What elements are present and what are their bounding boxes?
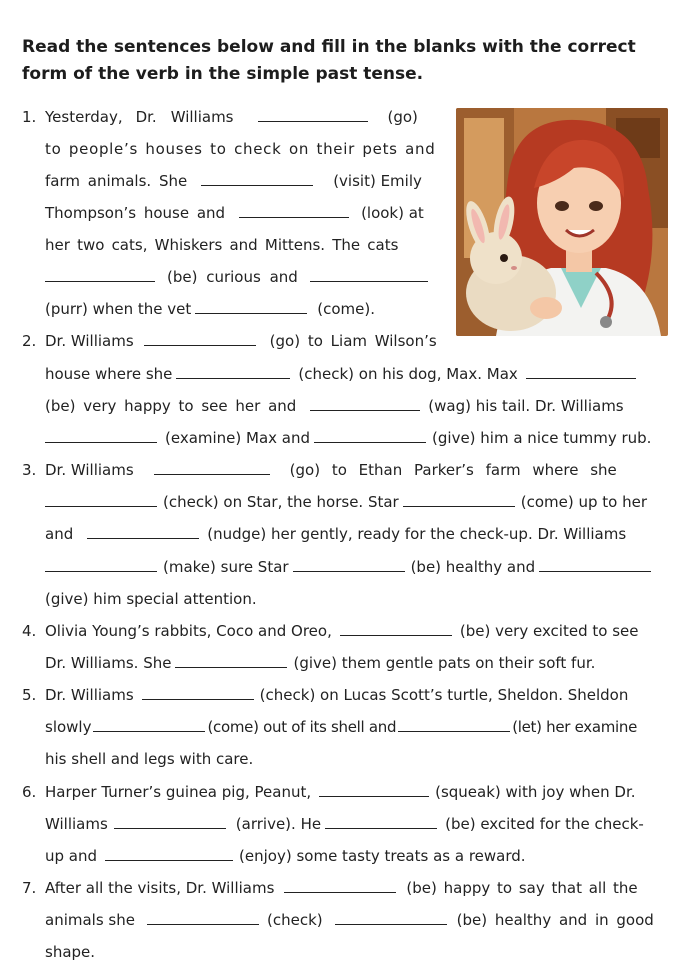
text: Olivia Young’s rabbits, Coco and Oreo,	[45, 622, 332, 640]
q1-line-7	[22, 293, 375, 325]
answer-blank[interactable]	[45, 557, 157, 572]
answer-blank[interactable]	[340, 621, 452, 636]
text: (enjoy) some tasty treats as a reward.	[239, 847, 526, 865]
text: (come).	[317, 300, 375, 318]
text: (be) healthy and in good	[456, 911, 654, 929]
text: (be) healthy and	[410, 558, 536, 576]
q1-line-3	[22, 165, 422, 197]
text: Williams	[170, 108, 234, 126]
item-number: 7.	[22, 879, 37, 897]
item-number: 2.	[22, 332, 37, 350]
text: farm animals. She	[45, 172, 188, 190]
answer-blank[interactable]	[87, 524, 199, 539]
text: Yesterday,	[45, 108, 123, 126]
answer-blank[interactable]	[175, 653, 287, 668]
q7-line-2	[22, 904, 654, 936]
answer-blank[interactable]	[310, 267, 428, 282]
q2-line-3	[22, 390, 624, 422]
q4-line-2	[22, 647, 595, 679]
q1-line-6	[22, 261, 432, 293]
text: (make) sure Star	[163, 558, 289, 576]
instructions-title: Read the sentences below and fill in the blanks with the correct form of the verb in the simple past tense.	[22, 37, 636, 84]
answer-blank[interactable]	[325, 814, 437, 829]
q3-line-4	[22, 551, 655, 583]
text: (look) at	[361, 204, 424, 222]
answer-blank[interactable]	[258, 107, 368, 122]
answer-blank[interactable]	[284, 878, 396, 893]
text: (be) happy to say that all the	[406, 879, 638, 897]
answer-blank[interactable]	[195, 299, 307, 314]
text: (be) excited for the check-	[445, 815, 644, 833]
veterinarian-illustration	[456, 108, 668, 336]
answer-blank[interactable]	[154, 460, 270, 475]
q1-line-4	[22, 197, 424, 229]
item-number: 5.	[22, 686, 37, 704]
answer-blank[interactable]	[539, 557, 651, 572]
q4-line-1	[22, 615, 638, 647]
text: (be) curious and	[167, 268, 298, 286]
text: (examine) Max and	[165, 429, 311, 447]
answer-blank[interactable]	[105, 846, 233, 861]
text: (check) on Lucas Scott’s turtle, Sheldon. Sheldon	[259, 686, 629, 704]
text: Dr. Williams. She	[45, 654, 172, 672]
text: Thompson’s house and	[45, 204, 226, 222]
answer-blank[interactable]	[526, 364, 636, 379]
answer-blank[interactable]	[45, 267, 155, 282]
text: Dr.	[135, 108, 157, 126]
text: (nudge) her gently, ready for the check-up. Dr. Williams	[207, 525, 627, 543]
text: (go)	[387, 108, 418, 126]
q2-line-2	[22, 358, 640, 390]
q3-line-5: (give) him special attention.	[45, 590, 257, 608]
answer-blank[interactable]	[45, 428, 157, 443]
text: and	[45, 525, 74, 543]
text: (be) very happy to see her and	[45, 397, 297, 415]
q3-line-1	[22, 454, 617, 486]
answer-blank[interactable]	[147, 910, 259, 925]
text: (squeak) with joy when Dr.	[435, 783, 636, 801]
text: (check) on Star, the horse. Star	[163, 493, 399, 511]
q3-line-2	[22, 486, 647, 518]
text: (check) on his dog, Max. Max	[298, 365, 518, 383]
text: up and	[45, 847, 98, 865]
text: Harper Turner’s guinea pig, Peanut,	[45, 783, 312, 801]
q6-line-1	[22, 776, 636, 808]
answer-blank[interactable]	[93, 717, 205, 732]
answer-blank[interactable]	[314, 428, 426, 443]
text: slowly	[45, 718, 92, 736]
text: Dr. Williams	[45, 332, 134, 350]
text: (come) out of its shell and	[207, 718, 397, 736]
q7-line-1	[22, 872, 638, 904]
answer-blank[interactable]	[176, 364, 290, 379]
text: Dr. Williams	[45, 461, 134, 479]
answer-blank[interactable]	[239, 203, 349, 218]
text: (go) to Ethan Parker’s farm where she	[289, 461, 617, 479]
text: (let) her examine	[512, 718, 638, 736]
q5-line-1	[22, 679, 628, 711]
answer-blank[interactable]	[45, 492, 157, 507]
q1-line-1	[22, 101, 454, 133]
item-number: 4.	[22, 622, 37, 640]
q1-line-5: her two cats, Whiskers and Mittens. The cats	[45, 236, 399, 254]
item-number: 3.	[22, 461, 37, 479]
text: house where she	[45, 365, 173, 383]
text: (wag) his tail. Dr. Williams	[428, 397, 624, 415]
q1-line-2: to people’s houses to check on their pets and	[45, 140, 436, 158]
text: (go) to Liam Wilson’s	[269, 332, 437, 350]
item-number: 6.	[22, 783, 37, 801]
text: (visit) Emily	[333, 172, 422, 190]
q2-line-1	[22, 325, 437, 357]
answer-blank[interactable]	[403, 492, 515, 507]
q7-line-3: shape.	[45, 943, 96, 961]
text: (give) them gentle pats on their soft fur.	[293, 654, 596, 672]
text: After all the visits, Dr. Williams	[45, 879, 275, 897]
text: (give) him a nice tummy rub.	[432, 429, 652, 447]
answer-blank[interactable]	[335, 910, 447, 925]
answer-blank[interactable]	[319, 782, 429, 797]
text: (check)	[266, 911, 323, 929]
answer-blank[interactable]	[201, 171, 313, 186]
q6-line-3	[22, 840, 526, 872]
q3-line-3	[22, 518, 626, 550]
answer-blank[interactable]	[293, 557, 405, 572]
answer-blank[interactable]	[398, 717, 510, 732]
text: (come) up to her	[520, 493, 647, 511]
item-number: 1.	[22, 108, 37, 126]
text: (be) very excited to see	[459, 622, 639, 640]
answer-blank[interactable]	[310, 396, 420, 411]
q5-line-3: his shell and legs with care.	[45, 750, 254, 768]
q2-line-4	[22, 422, 651, 454]
q6-line-2	[22, 808, 644, 840]
text: (arrive). He	[235, 815, 322, 833]
text: Williams	[45, 815, 108, 833]
text: animals she	[45, 911, 135, 929]
answer-blank[interactable]	[144, 331, 256, 346]
text: (purr) when the vet	[45, 300, 192, 318]
answer-blank[interactable]	[114, 814, 226, 829]
q5-line-2	[22, 711, 637, 743]
text: Dr. Williams	[45, 686, 134, 704]
answer-blank[interactable]	[142, 685, 254, 700]
